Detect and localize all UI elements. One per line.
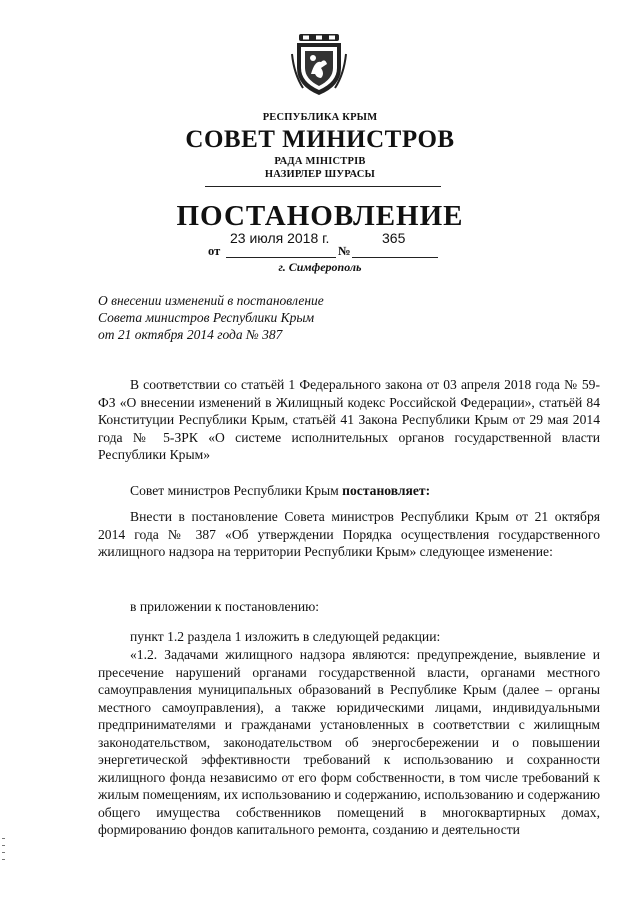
decree-date: 23 июля 2018 г. (230, 230, 330, 246)
appendix-paragraph: в приложении к постановлению: (130, 599, 320, 614)
date-label: от (208, 244, 221, 258)
clause-text-paragraph: «1.2. Задачами жилищного надзора являются: предупреждение, выявление и пресечение нарушений органами государственной власти, органами местного самоуправления муниципальных образований в Республике Крым (далее – органы местного самоуправления), а также юридическими лицами, индивидуальными предпринимателями и гражданами установленных в соответствии с жилищным законодательством, законодательством об энергосбережении и о повышении энергетической эффективности требований к использованию и сохранности жилищного фонда независимо от его форм собственности, в том числе требований к жилым помещениям, их использованию и содержанию, использованию и содержанию общего имущества собственников помещений в многоквартирных домах, формированию фондов капитального ремонта, созданию и деятельности (98, 647, 600, 837)
preamble-paragraph: В соответствии со статьёй 1 Федерального закона от 03 апреля 2018 года № 59-ФЗ «О внесении изменений в Жилищный кодекс Российской Федерации», статьёй 84 Конституции Республики Крым, статьёй 41 Закона Республики Крым от 29 мая 2014 года № 5-ЗРК «О системе исполнительных органов государственной власти Республики Крым» (98, 377, 600, 462)
decree-number: 365 (382, 230, 406, 246)
council-name: СОВЕТ МИНИСТРОВ (185, 126, 455, 153)
scan-margin-marks (2, 838, 5, 898)
date-underline (226, 257, 336, 258)
decree-title: ПОСТАНОВЛЕНИЕ (176, 200, 464, 232)
number-underline (352, 257, 438, 258)
coat-of-arms-emblem (291, 34, 347, 96)
subject-line: О внесении изменений в постановление (98, 293, 324, 308)
resolves-text: Совет министров Республики Крым (130, 483, 343, 498)
decree-subject (98, 292, 398, 343)
header-divider (205, 186, 441, 187)
council-name-crimean-tatar: НАЗИРЛЕР ШУРАСЫ (264, 169, 376, 180)
number-label: № (338, 244, 351, 258)
amendment-paragraph: Внести в постановление Совета министров Республики Крым от 21 октября 2014 года № 387 «Об утверждении Порядка осуществления государственного жилищного надзора на территории Республики Крым» следующее изменение: (98, 509, 600, 559)
subject-line: Совета министров Республики Крым (98, 310, 315, 325)
council-name-ukrainian: РАДА МІНІСТРІВ (274, 156, 366, 167)
clause-intro-paragraph: пункт 1.2 раздела 1 изложить в следующей редакции: (130, 629, 441, 644)
republic-name: РЕСПУБЛИКА КРЫМ (262, 112, 378, 123)
resolves-paragraph (98, 482, 600, 500)
crimea-coat-of-arms-icon (291, 34, 347, 96)
resolves-keyword: постановляет: (342, 483, 431, 498)
subject-line: от 21 октября 2014 года № 387 (98, 327, 283, 342)
city-name: г. Симферополь (278, 260, 362, 274)
